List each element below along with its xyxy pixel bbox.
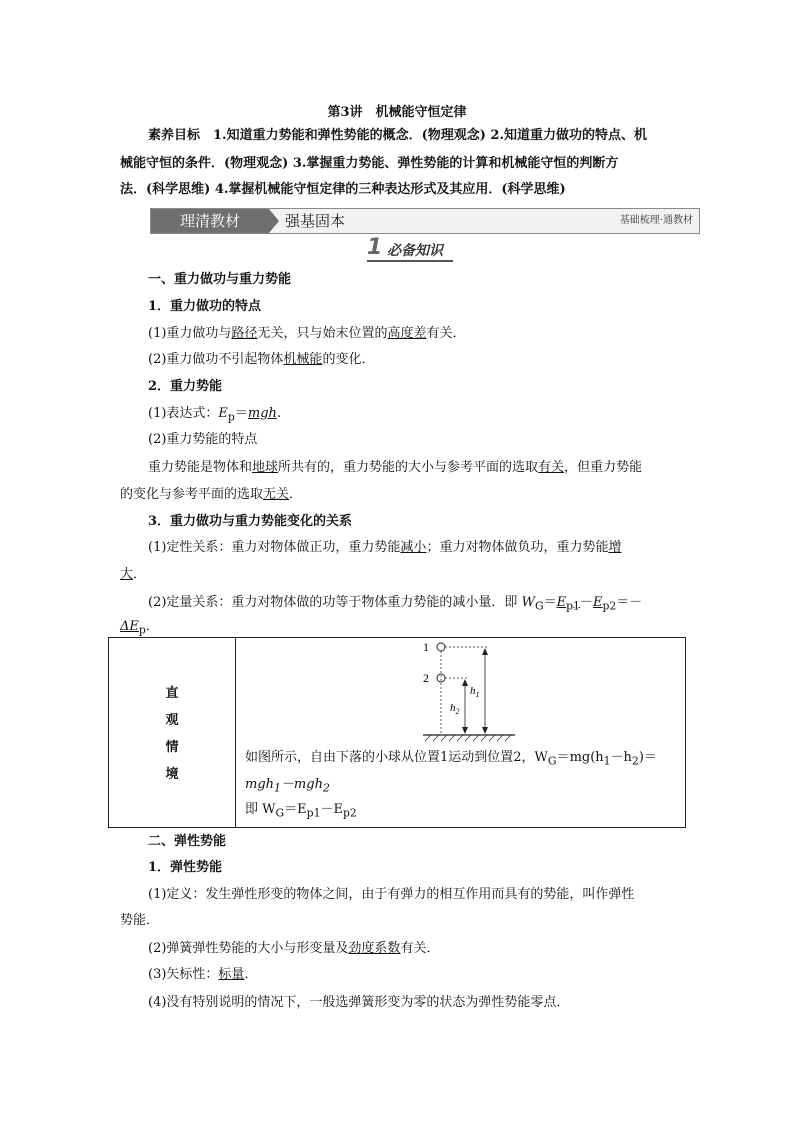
text: (1)表达式： — [148, 406, 219, 421]
text: 即 W — [245, 802, 276, 817]
paragraph-1a — [148, 326, 708, 342]
h2-label — [450, 702, 460, 716]
heading-1: 一、重力做功与重力势能 — [148, 272, 292, 287]
subscript: p — [227, 410, 235, 424]
text: 重力势能是物体和 — [148, 460, 253, 475]
h2-arrowhead-up — [462, 679, 468, 686]
text: ＝mg(h — [556, 750, 604, 765]
section-banner — [150, 208, 700, 234]
subscript: p2 — [342, 806, 357, 820]
banner-left-label: 理清教材 — [151, 209, 269, 233]
text: ＝－ — [616, 595, 643, 610]
objectives-line-1: 素养目标 1.知道重力势能和弹性势能的概念．(物理观念) 2.知道重力做功的特点、机 — [148, 128, 647, 143]
paragraph-q4: (4)没有特别说明的情况下，一般选弹簧形变为零的状态为弹性势能零点． — [148, 995, 570, 1010]
underlined-answer: 劲度系数 — [348, 941, 401, 956]
paragraph-q2 — [148, 941, 708, 957]
banner-right-label: 基础梳理·通教材 — [619, 215, 693, 226]
objectives-line-3: 法．(科学思维) 4.掌握机械能守恒定律的三种表达形式及其应用．(科学思维) — [120, 182, 566, 197]
banner-arrow-shape — [269, 209, 279, 233]
subscript: p1 — [306, 806, 321, 820]
h1-sub: 1 — [475, 690, 480, 699]
position-2-label: 2 — [423, 671, 429, 685]
underlined-answer: 有关 — [538, 460, 565, 475]
label-char: 直 — [165, 686, 179, 701]
subscript: p — [138, 623, 146, 637]
banner-middle-label: 强基固本 — [285, 212, 346, 230]
subscript: G — [534, 599, 544, 613]
subscript: 2 — [631, 754, 639, 768]
position-1-label: 1 — [423, 640, 429, 654]
text: ＝ — [543, 595, 557, 610]
text: . — [276, 406, 282, 421]
text: －mgh — [280, 777, 323, 792]
text: 的变化． — [322, 352, 375, 367]
page-title: 第3讲 机械能守恒定律 — [327, 105, 467, 120]
underlined-answer: 机械能 — [283, 352, 323, 367]
text: ． — [244, 967, 258, 982]
subscript: 2 — [322, 781, 330, 795]
ground-hatching — [425, 735, 511, 741]
paragraph-2c — [148, 460, 708, 476]
paragraph-1b — [148, 352, 708, 368]
section-number: 1 — [367, 235, 383, 260]
formula-var: E — [218, 406, 228, 421]
formula-var: W — [521, 595, 535, 610]
h2-arrowhead-down — [462, 727, 468, 734]
label-char: 境 — [165, 767, 179, 782]
text: (2)弹簧弹性势能的大小与形变量及 — [148, 941, 349, 956]
text: 无关，只与始末位置的 — [257, 326, 388, 341]
underlined-answer: 减小 — [400, 540, 427, 555]
text: (1)定性关系：重力对物体做正功，重力势能 — [148, 540, 401, 555]
table-line-1 — [245, 750, 657, 770]
text: (2)重力做功不引起物体 — [148, 352, 284, 367]
paragraph-3b — [120, 567, 680, 583]
ball-position-1 — [437, 643, 445, 651]
underlined-answer: 无关 — [263, 487, 290, 502]
text: 的变化与参考平面的选取 — [120, 487, 264, 502]
h1-var: h — [470, 685, 476, 697]
paragraph-q1b: 势能． — [120, 913, 160, 928]
falling-ball-figure — [419, 638, 519, 743]
scenario-table — [108, 637, 686, 828]
underlined-answer: 标量 — [218, 967, 245, 982]
label-char: 情 — [165, 740, 179, 755]
underlined-answer: mgh — [247, 406, 277, 421]
text: ，但重力势能 — [564, 460, 643, 475]
text: －E — [320, 802, 343, 817]
text: ． — [133, 567, 147, 582]
subheading-1-2: 2．重力势能 — [148, 379, 223, 394]
subscript: p2 — [602, 599, 617, 613]
subscript: 1 — [274, 781, 281, 795]
text: (1)重力做功与 — [148, 326, 232, 341]
underlined-answer: 大 — [120, 567, 134, 582]
underlined-answer: ΔE — [120, 619, 139, 634]
text: 所共有的，重力势能的大小与参考平面的选取 — [278, 460, 539, 475]
h2-sub: 2 — [455, 707, 460, 716]
subscript: p1 — [566, 599, 580, 613]
h2-var: h — [450, 702, 456, 714]
subheading-2-1: 1．弹性势能 — [148, 860, 223, 875]
objectives-line-2: 械能守恒的条件．(物理观念) 3.掌握重力势能、弹性势能的计算和机械能守恒的判断方 — [120, 156, 619, 171]
paragraph-q3 — [148, 967, 708, 983]
text: ＝E — [284, 802, 307, 817]
paragraph-3d — [120, 619, 680, 639]
section-label: 必备知识 — [387, 243, 443, 259]
underlined-answer: E — [592, 595, 603, 610]
subscript: G — [275, 806, 285, 820]
text: －h — [610, 750, 632, 765]
underlined-answer: 增 — [608, 540, 622, 555]
subheading-1-1: 1．重力做功的特点 — [148, 299, 262, 314]
paragraph-2d — [120, 487, 680, 503]
text: － — [579, 595, 593, 610]
text: ． — [145, 619, 159, 634]
h1-arrowhead-down — [482, 727, 488, 734]
h1-arrowhead-up — [482, 648, 488, 655]
text: 如图所示，自由下落的小球从位置1运动到位置2，W — [245, 750, 548, 765]
heading-2: 二、弹性势能 — [148, 834, 227, 849]
paragraph-q1a: (1)定义：发生弹性形变的物体之间，由于有弹力的相互作用而具有的势能，叫作弹性 — [148, 887, 635, 902]
text: 有关． — [400, 941, 440, 956]
text: )＝ — [638, 750, 657, 765]
h1-label — [470, 685, 480, 699]
subscript: 1 — [603, 754, 611, 768]
paragraph-3a — [148, 540, 708, 556]
section-heading — [367, 235, 453, 262]
label-char: 观 — [165, 713, 179, 728]
underlined-answer: 路径 — [231, 326, 258, 341]
text: ． — [289, 487, 303, 502]
subheading-1-3: 3．重力做功与重力势能变化的关系 — [148, 514, 353, 529]
text: ＝ — [234, 406, 248, 421]
underlined-answer: 高度差 — [387, 326, 427, 341]
paragraph-2a — [148, 406, 708, 426]
table-line-3 — [245, 802, 357, 822]
text: ；重力对物体做负功，重力势能 — [426, 540, 609, 555]
table-divider — [235, 638, 236, 827]
text: (3)矢标性： — [148, 967, 219, 982]
text: (2)定量关系：重力对物体做的功等于物体重力势能的减小量．即 — [148, 595, 522, 610]
underlined-answer: 地球 — [252, 460, 279, 475]
underlined-answer: E — [556, 595, 567, 610]
table-line-2 — [245, 777, 330, 797]
subscript: G — [547, 754, 557, 768]
text: 有关． — [426, 326, 466, 341]
table-label — [109, 680, 235, 788]
paragraph-2b: (2)重力势能的特点 — [148, 432, 258, 447]
text: mgh — [245, 777, 275, 792]
paragraph-3c — [148, 595, 708, 615]
